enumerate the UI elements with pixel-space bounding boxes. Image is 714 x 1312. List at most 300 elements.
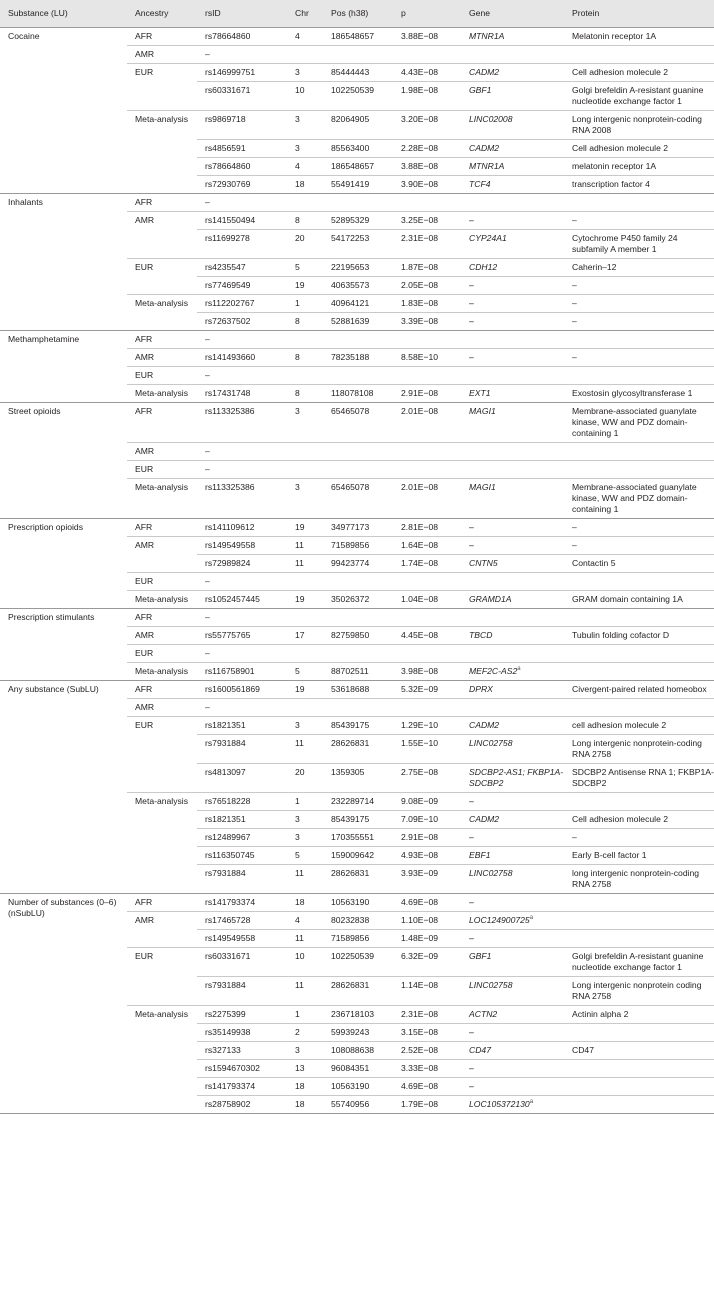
rsid-cell: rs4856591 <box>197 140 287 158</box>
rsid-cell: – <box>197 46 287 64</box>
gene-cell <box>461 555 564 573</box>
gene-name: CADM2 <box>469 143 500 153</box>
gene-cell <box>461 140 564 158</box>
gene-name: – <box>469 540 474 550</box>
ancestry-cell: AMR <box>127 46 197 64</box>
gene-name: – <box>469 352 474 362</box>
ancestry-cell: AMR <box>127 537 197 573</box>
chr-cell <box>287 461 323 479</box>
footnote-marker: a <box>517 666 521 673</box>
rsid-cell: rs17465728 <box>197 912 287 930</box>
p-value-cell <box>393 367 461 385</box>
ancestry-cell: EUR <box>127 948 197 1006</box>
protein-cell <box>564 609 714 627</box>
rsid-cell: – <box>197 443 287 461</box>
ancestry-cell: AFR <box>127 894 197 912</box>
chr-cell: 11 <box>287 537 323 555</box>
rsid-cell: rs55775765 <box>197 627 287 645</box>
chr-cell: 3 <box>287 403 323 443</box>
rsid-cell: rs141550494 <box>197 212 287 230</box>
protein-cell <box>564 645 714 663</box>
pos-cell <box>323 331 393 349</box>
gene-cell <box>461 699 564 717</box>
gene-name: – <box>469 796 474 806</box>
rsid-cell: rs141793374 <box>197 1078 287 1096</box>
protein-cell: Golgi brefeldin A-resistant guanine nucleotide exchange factor 1 <box>564 948 714 977</box>
protein-cell: – <box>564 537 714 555</box>
gene-cell <box>461 735 564 764</box>
pos-cell: 88702511 <box>323 663 393 681</box>
protein-cell: – <box>564 519 714 537</box>
rsid-cell: rs1821351 <box>197 811 287 829</box>
gene-cell <box>461 1078 564 1096</box>
ancestry-cell: EUR <box>127 64 197 111</box>
chr-cell <box>287 645 323 663</box>
pos-cell: 85439175 <box>323 717 393 735</box>
pos-cell <box>323 699 393 717</box>
p-value-cell: 3.33E−08 <box>393 1060 461 1078</box>
p-value-cell: 4.45E−08 <box>393 627 461 645</box>
ancestry-cell: AMR <box>127 627 197 645</box>
chr-cell: 11 <box>287 930 323 948</box>
p-value-cell <box>393 331 461 349</box>
chr-cell: 3 <box>287 829 323 847</box>
chr-cell: 3 <box>287 1042 323 1060</box>
footnote-marker: a <box>529 915 534 922</box>
p-value-cell: 3.93E−09 <box>393 865 461 894</box>
p-value-cell: 2.31E−08 <box>393 1006 461 1024</box>
p-value-cell: 2.81E−08 <box>393 519 461 537</box>
rsid-cell: rs9869718 <box>197 111 287 140</box>
p-value-cell: 6.32E−09 <box>393 948 461 977</box>
pos-cell <box>323 367 393 385</box>
chr-cell: 8 <box>287 349 323 367</box>
p-value-cell: 8.58E−10 <box>393 349 461 367</box>
protein-cell <box>564 930 714 948</box>
rsid-cell: rs149549558 <box>197 930 287 948</box>
ancestry-cell: Meta-analysis <box>127 385 197 403</box>
pos-cell <box>323 461 393 479</box>
protein-cell: Long intergenic nonprotein-coding RNA 2758 <box>564 735 714 764</box>
gene-cell <box>461 259 564 277</box>
ancestry-cell: AMR <box>127 212 197 259</box>
pos-cell <box>323 645 393 663</box>
gene-name: CYP24A1 <box>469 233 507 243</box>
gene-cell <box>461 230 564 259</box>
col-header-ancestry: Ancestry <box>127 0 197 28</box>
p-value-cell: 2.75E−08 <box>393 764 461 793</box>
rsid-cell: rs12489967 <box>197 829 287 847</box>
p-value-cell: 1.14E−08 <box>393 977 461 1006</box>
gene-name: – <box>469 1063 474 1073</box>
protein-cell: GRAM domain containing 1A <box>564 591 714 609</box>
protein-cell <box>564 1060 714 1078</box>
ancestry-cell: AMR <box>127 699 197 717</box>
gene-cell <box>461 461 564 479</box>
pos-cell: 78235188 <box>323 349 393 367</box>
p-value-cell: 1.74E−08 <box>393 555 461 573</box>
gene-name: MTNR1A <box>469 161 505 171</box>
gene-cell <box>461 681 564 699</box>
ancestry-cell: Meta-analysis <box>127 1006 197 1114</box>
pos-cell: 1359305 <box>323 764 393 793</box>
chr-cell: 19 <box>287 591 323 609</box>
rsid-cell: rs78664860 <box>197 28 287 46</box>
protein-cell <box>564 912 714 930</box>
substance-cell: Number of substances (0–6) (nSubLU) <box>0 894 127 1114</box>
gene-cell <box>461 627 564 645</box>
p-value-cell: 4.93E−08 <box>393 847 461 865</box>
p-value-cell: 3.88E−08 <box>393 28 461 46</box>
ancestry-cell: Meta-analysis <box>127 663 197 681</box>
rsid-cell: rs1600561869 <box>197 681 287 699</box>
rsid-cell: rs7931884 <box>197 977 287 1006</box>
pos-cell: 82064905 <box>323 111 393 140</box>
rsid-cell: rs1821351 <box>197 717 287 735</box>
ancestry-cell: AFR <box>127 331 197 349</box>
ancestry-cell: EUR <box>127 573 197 591</box>
protein-cell: Actinin alpha 2 <box>564 1006 714 1024</box>
ancestry-cell: EUR <box>127 367 197 385</box>
protein-cell: Long intergenic nonprotein-coding RNA 2008 <box>564 111 714 140</box>
gene-name: CNTN5 <box>469 558 498 568</box>
chr-cell: 19 <box>287 681 323 699</box>
gene-name: SDCBP2-AS1; FKBP1A-SDCBP2 <box>469 767 564 788</box>
pos-cell: 59939243 <box>323 1024 393 1042</box>
p-value-cell: 2.91E−08 <box>393 385 461 403</box>
gene-cell <box>461 645 564 663</box>
rsid-cell: rs113325386 <box>197 479 287 519</box>
header-row <box>0 0 714 28</box>
p-value-cell: 3.25E−08 <box>393 212 461 230</box>
gene-cell <box>461 46 564 64</box>
ancestry-cell: AFR <box>127 519 197 537</box>
pos-cell: 52881639 <box>323 313 393 331</box>
p-value-cell: 3.39E−08 <box>393 313 461 331</box>
pos-cell: 96084351 <box>323 1060 393 1078</box>
rsid-cell: rs60331671 <box>197 948 287 977</box>
gene-cell <box>461 847 564 865</box>
chr-cell: 11 <box>287 865 323 894</box>
ancestry-cell: EUR <box>127 259 197 295</box>
pos-cell: 53618688 <box>323 681 393 699</box>
chr-cell <box>287 609 323 627</box>
protein-cell: – <box>564 212 714 230</box>
protein-cell <box>564 894 714 912</box>
pos-cell: 35026372 <box>323 591 393 609</box>
p-value-cell: 3.90E−08 <box>393 176 461 194</box>
p-value-cell: 4.69E−08 <box>393 894 461 912</box>
gene-name: CD47 <box>469 1045 491 1055</box>
gene-cell <box>461 948 564 977</box>
protein-cell: cell adhesion molecule 2 <box>564 717 714 735</box>
pos-cell: 65465078 <box>323 479 393 519</box>
p-value-cell: 2.01E−08 <box>393 403 461 443</box>
protein-cell: Exostosin glycosyltransferase 1 <box>564 385 714 403</box>
ancestry-cell: AMR <box>127 912 197 948</box>
gene-name: LINC02758 <box>469 738 513 748</box>
p-value-cell: 2.31E−08 <box>393 230 461 259</box>
rsid-cell: rs72637502 <box>197 313 287 331</box>
chr-cell: 13 <box>287 1060 323 1078</box>
gene-cell <box>461 537 564 555</box>
p-value-cell <box>393 194 461 212</box>
pos-cell <box>323 573 393 591</box>
pos-cell <box>323 609 393 627</box>
p-value-cell <box>393 461 461 479</box>
substance-cell: Inhalants <box>0 194 127 331</box>
gene-name: – <box>469 298 474 308</box>
protein-cell: Tubulin folding cofactor D <box>564 627 714 645</box>
chr-cell <box>287 331 323 349</box>
gene-name: TCF4 <box>469 179 491 189</box>
gene-name: CADM2 <box>469 720 500 730</box>
gene-name: EXT1 <box>469 388 491 398</box>
rsid-cell: – <box>197 331 287 349</box>
chr-cell: 3 <box>287 811 323 829</box>
rsid-cell: rs146999751 <box>197 64 287 82</box>
substance-cell: Cocaine <box>0 28 127 194</box>
p-value-cell: 2.05E−08 <box>393 277 461 295</box>
gene-name: – <box>469 933 474 943</box>
ancestry-cell: Meta-analysis <box>127 479 197 519</box>
protein-cell: – <box>564 313 714 331</box>
rsid-cell: rs116758901 <box>197 663 287 681</box>
rsid-cell: – <box>197 699 287 717</box>
ancestry-cell: AFR <box>127 28 197 46</box>
col-header-protein: Protein <box>564 0 714 28</box>
table-body <box>0 28 714 1114</box>
rsid-cell: rs72989824 <box>197 555 287 573</box>
gene-name: MEF2C-AS2 <box>469 666 518 676</box>
protein-cell <box>564 461 714 479</box>
protein-cell <box>564 663 714 681</box>
p-value-cell: 1.64E−08 <box>393 537 461 555</box>
gene-cell <box>461 277 564 295</box>
gene-name: EBF1 <box>469 850 491 860</box>
pos-cell: 22195653 <box>323 259 393 277</box>
gene-cell <box>461 331 564 349</box>
chr-cell: 8 <box>287 385 323 403</box>
pos-cell: 65465078 <box>323 403 393 443</box>
rsid-cell: rs1052457445 <box>197 591 287 609</box>
chr-cell: 3 <box>287 111 323 140</box>
ancestry-cell: AFR <box>127 194 197 212</box>
gene-name: GBF1 <box>469 85 492 95</box>
ancestry-cell: EUR <box>127 461 197 479</box>
protein-cell: Cytochrome P450 family 24 subfamily A member 1 <box>564 230 714 259</box>
protein-cell: melatonin receptor 1A <box>564 158 714 176</box>
p-value-cell: 5.32E−09 <box>393 681 461 699</box>
p-value-cell <box>393 573 461 591</box>
rsid-cell: rs4813097 <box>197 764 287 793</box>
chr-cell <box>287 46 323 64</box>
pos-cell: 10563190 <box>323 1078 393 1096</box>
chr-cell: 18 <box>287 1096 323 1114</box>
gene-cell <box>461 176 564 194</box>
protein-cell: Cell adhesion molecule 2 <box>564 140 714 158</box>
chr-cell: 2 <box>287 1024 323 1042</box>
gene-cell <box>461 977 564 1006</box>
gene-name: – <box>469 522 474 532</box>
pos-cell: 55491419 <box>323 176 393 194</box>
gene-cell <box>461 82 564 111</box>
protein-cell: Cell adhesion molecule 2 <box>564 64 714 82</box>
pos-cell: 102250539 <box>323 82 393 111</box>
pos-cell <box>323 194 393 212</box>
gene-name: GBF1 <box>469 951 492 961</box>
gene-name: – <box>469 1027 474 1037</box>
substance-cell: Methamphetamine <box>0 331 127 403</box>
pos-cell: 85444443 <box>323 64 393 82</box>
pos-cell: 28626831 <box>323 735 393 764</box>
gene-cell <box>461 212 564 230</box>
chr-cell: 20 <box>287 764 323 793</box>
gene-cell <box>461 1042 564 1060</box>
protein-cell <box>564 367 714 385</box>
chr-cell: 1 <box>287 1006 323 1024</box>
ancestry-cell: Meta-analysis <box>127 591 197 609</box>
table-row <box>0 609 714 627</box>
chr-cell: 1 <box>287 295 323 313</box>
gene-name: LINC02758 <box>469 868 513 878</box>
pos-cell: 99423774 <box>323 555 393 573</box>
protein-cell <box>564 699 714 717</box>
gene-name: LOC124900725 <box>469 915 530 925</box>
protein-cell: – <box>564 349 714 367</box>
chr-cell: 18 <box>287 894 323 912</box>
p-value-cell: 9.08E−09 <box>393 793 461 811</box>
protein-cell: CD47 <box>564 1042 714 1060</box>
gene-cell <box>461 28 564 46</box>
gene-name: CDH12 <box>469 262 498 272</box>
protein-cell <box>564 1096 714 1114</box>
gene-cell <box>461 764 564 793</box>
gene-name: MAGI1 <box>469 406 496 416</box>
pos-cell: 40635573 <box>323 277 393 295</box>
p-value-cell: 1.10E−08 <box>393 912 461 930</box>
gene-cell <box>461 1096 564 1114</box>
pos-cell <box>323 443 393 461</box>
p-value-cell: 7.09E−10 <box>393 811 461 829</box>
ancestry-cell: AMR <box>127 349 197 367</box>
ancestry-cell: Meta-analysis <box>127 793 197 894</box>
col-header-rsid: rsID <box>197 0 287 28</box>
table-row <box>0 681 714 699</box>
p-value-cell: 1.83E−08 <box>393 295 461 313</box>
protein-cell: Golgi brefeldin A-resistant guanine nucleotide exchange factor 1 <box>564 82 714 111</box>
chr-cell: 11 <box>287 977 323 1006</box>
rsid-cell: rs72930769 <box>197 176 287 194</box>
table-row <box>0 194 714 212</box>
chr-cell: 19 <box>287 277 323 295</box>
p-value-cell: 2.28E−08 <box>393 140 461 158</box>
pos-cell: 55740956 <box>323 1096 393 1114</box>
rsid-cell: rs4235547 <box>197 259 287 277</box>
chr-cell: 4 <box>287 912 323 930</box>
rsid-cell: rs141109612 <box>197 519 287 537</box>
gene-name: – <box>469 280 474 290</box>
ancestry-cell: EUR <box>127 717 197 793</box>
pos-cell: 40964121 <box>323 295 393 313</box>
p-value-cell: 1.98E−08 <box>393 82 461 111</box>
pos-cell: 28626831 <box>323 865 393 894</box>
pos-cell: 71589856 <box>323 930 393 948</box>
gene-cell <box>461 1006 564 1024</box>
col-header-substance: Substance (LU) <box>0 0 127 28</box>
gene-name: DPRX <box>469 684 493 694</box>
rsid-cell: rs327133 <box>197 1042 287 1060</box>
pos-cell: 52895329 <box>323 212 393 230</box>
table-row <box>0 403 714 443</box>
rsid-cell: rs149549558 <box>197 537 287 555</box>
protein-cell: – <box>564 277 714 295</box>
gene-cell <box>461 829 564 847</box>
gene-cell <box>461 443 564 461</box>
p-value-cell: 3.98E−08 <box>393 663 461 681</box>
rsid-cell: rs77469549 <box>197 277 287 295</box>
protein-cell: Membrane-associated guanylate kinase, WW and PDZ domain-containing 1 <box>564 479 714 519</box>
gene-cell <box>461 609 564 627</box>
p-value-cell: 2.91E−08 <box>393 829 461 847</box>
protein-cell <box>564 46 714 64</box>
protein-cell: Caherin–12 <box>564 259 714 277</box>
gene-cell <box>461 349 564 367</box>
pos-cell: 28626831 <box>323 977 393 1006</box>
gene-cell <box>461 573 564 591</box>
chr-cell: 20 <box>287 230 323 259</box>
p-value-cell: 3.20E−08 <box>393 111 461 140</box>
footnote-marker: a <box>529 1099 534 1106</box>
chr-cell: 5 <box>287 847 323 865</box>
gene-cell <box>461 158 564 176</box>
rsid-cell: rs141493660 <box>197 349 287 367</box>
gene-cell <box>461 385 564 403</box>
gene-cell <box>461 313 564 331</box>
gene-name: ACTN2 <box>469 1009 498 1019</box>
ancestry-cell: AFR <box>127 403 197 443</box>
p-value-cell: 4.69E−08 <box>393 1078 461 1096</box>
chr-cell: 3 <box>287 717 323 735</box>
gene-cell <box>461 717 564 735</box>
gene-cell <box>461 930 564 948</box>
gene-cell <box>461 403 564 443</box>
rsid-cell: – <box>197 573 287 591</box>
gene-name: GRAMD1A <box>469 594 512 604</box>
ancestry-cell: Meta-analysis <box>127 111 197 194</box>
rsid-cell: rs113325386 <box>197 403 287 443</box>
pos-cell: 54172253 <box>323 230 393 259</box>
chr-cell: 5 <box>287 663 323 681</box>
gene-name: TBCD <box>469 630 493 640</box>
rsid-cell: – <box>197 609 287 627</box>
p-value-cell <box>393 609 461 627</box>
rsid-cell: rs7931884 <box>197 865 287 894</box>
gene-name: MAGI1 <box>469 482 496 492</box>
gene-name: CADM2 <box>469 67 500 77</box>
gene-name: CADM2 <box>469 814 500 824</box>
protein-cell: transcription factor 4 <box>564 176 714 194</box>
rsid-cell: rs28758902 <box>197 1096 287 1114</box>
chr-cell: 11 <box>287 735 323 764</box>
gene-name: – <box>469 897 474 907</box>
rsid-cell: – <box>197 645 287 663</box>
chr-cell: 18 <box>287 1078 323 1096</box>
pos-cell: 102250539 <box>323 948 393 977</box>
chr-cell: 11 <box>287 555 323 573</box>
gene-cell <box>461 367 564 385</box>
protein-cell: Long intergenic nonprotein coding RNA 2758 <box>564 977 714 1006</box>
